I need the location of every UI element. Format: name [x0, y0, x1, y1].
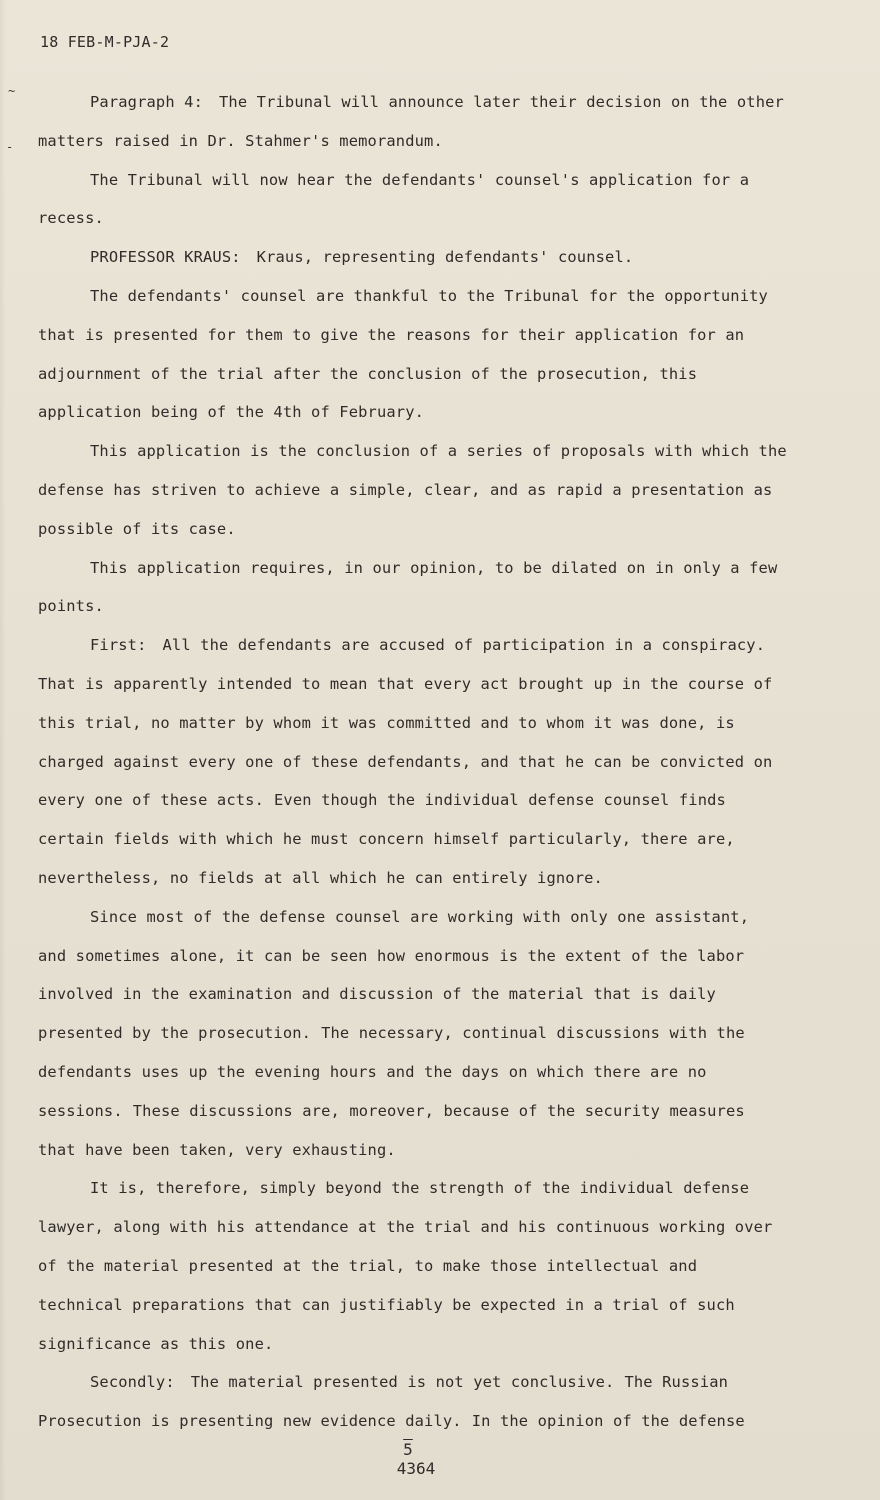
text-line: lawyer, along with his attendance at the trial and his continuous working over	[38, 1218, 773, 1237]
text-line: that have been taken, very exhausting.	[38, 1140, 396, 1159]
text-line: The Tribunal will now hear the defendants' counsel's application for a	[90, 170, 750, 189]
text-line: matters raised in Dr. Stahmer's memorandum.	[38, 131, 443, 150]
text-line: The defendants' counsel are thankful to the Tribunal for the opportunity	[90, 286, 768, 305]
text-line: PROFESSOR KRAUS: Kraus, representing defendants' counsel.	[90, 248, 634, 267]
text-line: First: All the defendants are accused of participation in a conspiracy.	[90, 636, 766, 655]
text-line: significance as this one.	[38, 1334, 274, 1353]
text-line: points.	[38, 597, 104, 616]
speaker-label: PROFESSOR KRAUS:	[90, 248, 241, 267]
text-line: of the material presented at the trial, to make those intellectual and	[38, 1256, 698, 1275]
text-line: charged against every one of these defendants, and that he can be convicted on	[38, 752, 773, 771]
paragraph-label: Paragraph 4:	[90, 93, 203, 111]
point-label: First:	[90, 636, 147, 655]
document-reference: 18 FEB-M-PJA-2	[40, 33, 170, 51]
margin-mark: -	[6, 140, 14, 154]
text-line: possible of its case.	[38, 519, 236, 538]
text-line: adjournment of the trial after the conclusion of the prosecution, this	[38, 364, 698, 383]
text-line: This application requires, in our opinion, to be dilated on in only a few	[90, 558, 778, 577]
text-line: certain fields with which he must concern himself particularly, there are,	[38, 830, 735, 849]
text-line: Secondly: The material presented is not yet conclusive. The Russian	[90, 1373, 729, 1392]
text-line: This application is the conclusion of a series of proposals with which the	[90, 442, 787, 461]
page-number: 4364	[396, 1459, 436, 1478]
point-label: Secondly:	[90, 1373, 175, 1392]
text-line: recess.	[38, 209, 104, 228]
transcript-body	[38, 88, 838, 1446]
text-line: presented by the prosecution. The necessary, continual discussions with the	[38, 1024, 745, 1043]
text-line: involved in the examination and discussion of the material that is daily	[38, 985, 716, 1004]
text-line: defense has striven to achieve a simple, clear, and as rapid a presentation as	[38, 480, 773, 499]
text-line: this trial, no matter by whom it was committed and to whom it was done, is	[38, 713, 735, 732]
text-line: technical preparations that can justifiably be expected in a trial of such	[38, 1295, 735, 1314]
text-line: that is presented for them to give the reasons for their application for an	[38, 325, 745, 344]
text-line: and sometimes alone, it can be seen how enormous is the extent of the labor	[38, 946, 745, 965]
text-line: application being of the 4th of February.	[38, 403, 425, 422]
margin-mark: ~	[8, 84, 16, 98]
text-line: Since most of the defense counsel are working with only one assistant,	[90, 907, 750, 926]
text-line: Paragraph 4: The Tribunal will announce later their decision on the other	[90, 93, 784, 111]
text-line: That is apparently intended to mean that every act brought up in the course of	[38, 674, 773, 693]
text-line: It is, therefore, simply beyond the strength of the individual defense	[90, 1179, 750, 1198]
text-line: Prosecution is presenting new evidence daily. In the opinion of the defense	[38, 1412, 745, 1431]
text-line: nevertheless, no fields at all which he can entirely ignore.	[38, 868, 603, 887]
text-line: sessions. These discussions are, moreover, because of the security measures	[38, 1101, 745, 1120]
text-line: every one of these acts. Even though the individual defense counsel finds	[38, 791, 726, 810]
text-line: defendants uses up the evening hours and the days on which there are no	[38, 1062, 707, 1081]
page-number-small: 5	[403, 1440, 413, 1459]
